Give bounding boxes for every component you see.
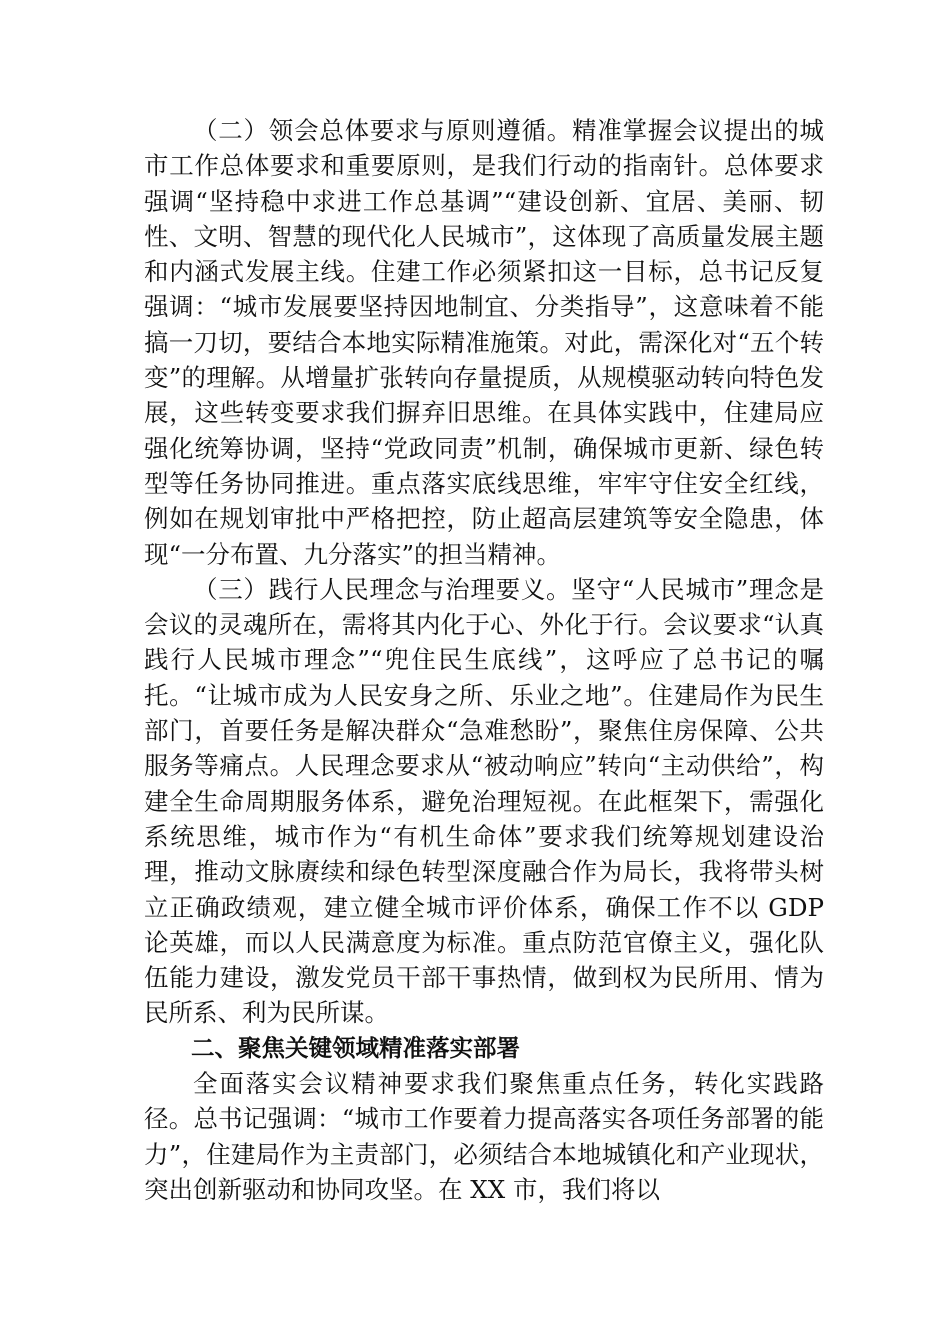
paragraph-people-philosophy: （三）践行人民理念与治理要义。坚守“人民城市”理念是会议的灵魂所在，需将其内化于心、外化于行。会议要求“认真践行人民城市理念”“兜住民生底线”，这呼应了总书记的嘱托。“让城市成为人民安身之所、乐业之地”。住建局作为民生部门，首要任务是解决群众“急难愁盼”，聚焦住房保障、公共服务等痛点。人民理念要求从“被动响应”转向“主动供给”，构建全生命周期服务体系，避免治理短视。在此框架下，需强化系统思维，城市作为“有机生命体”要求我们统筹规划建设治理，推动文脉赓续和绿色转型深度融合作为局长，我将带头树立正确政绩观，建立健全城市评价体系，确保工作不以 GDP 论英雄，而以人民满意度为标准。重点防范官僚主义，强化队伍能力建设，激发党员干部干事热情，做到权为民所用、情为民所系、利为民所谋。 [144, 574, 824, 1028]
paragraph-implementation: 全面落实会议精神要求我们聚焦重点任务，转化实践路径。总书记强调：“城市工作要着力提高落实各项任务部署的能力”，住建局作为主责部门，必须结合本地城镇化和产业现状，突出创新驱动和协同攻坚。在 XX 市，我们将以 [144, 1069, 824, 1204]
paragraph-principles: （二）领会总体要求与原则遵循。精准掌握会议提出的城市工作总体要求和重要原则，是我们行动的指南针。总体要求强调“坚持稳中求进工作总基调”“建设创新、宜居、美丽、韧性、文明、智慧的现代化人民城市”，这体现了高质量发展主题和内涵式发展主线。住建工作必须紧扣这一目标，总书记反复强调：“城市发展要坚持因地制宜、分类指导”，这意味着不能搞一刀切，要结合本地实际精准施策。对此，需深化对“五个转变”的理解。从增量扩张转向存量提质，从规模驱动转向特色发展，这些转变要求我们摒弃旧思维。在具体实践中，住建局应强化统筹协调，坚持“党政同责”机制，确保城市更新、绿色转型等任务协同推进。重点落实底线思维，牢牢守住安全红线，例如在规划审批中严格把控，防止超高层建筑等安全隐患，体现“一分布置、九分落实”的担当精神。 [144, 116, 824, 569]
section-heading: 二、聚焦关键领域精准落实部署 [191, 1033, 520, 1062]
document-page [144, 113, 824, 1207]
